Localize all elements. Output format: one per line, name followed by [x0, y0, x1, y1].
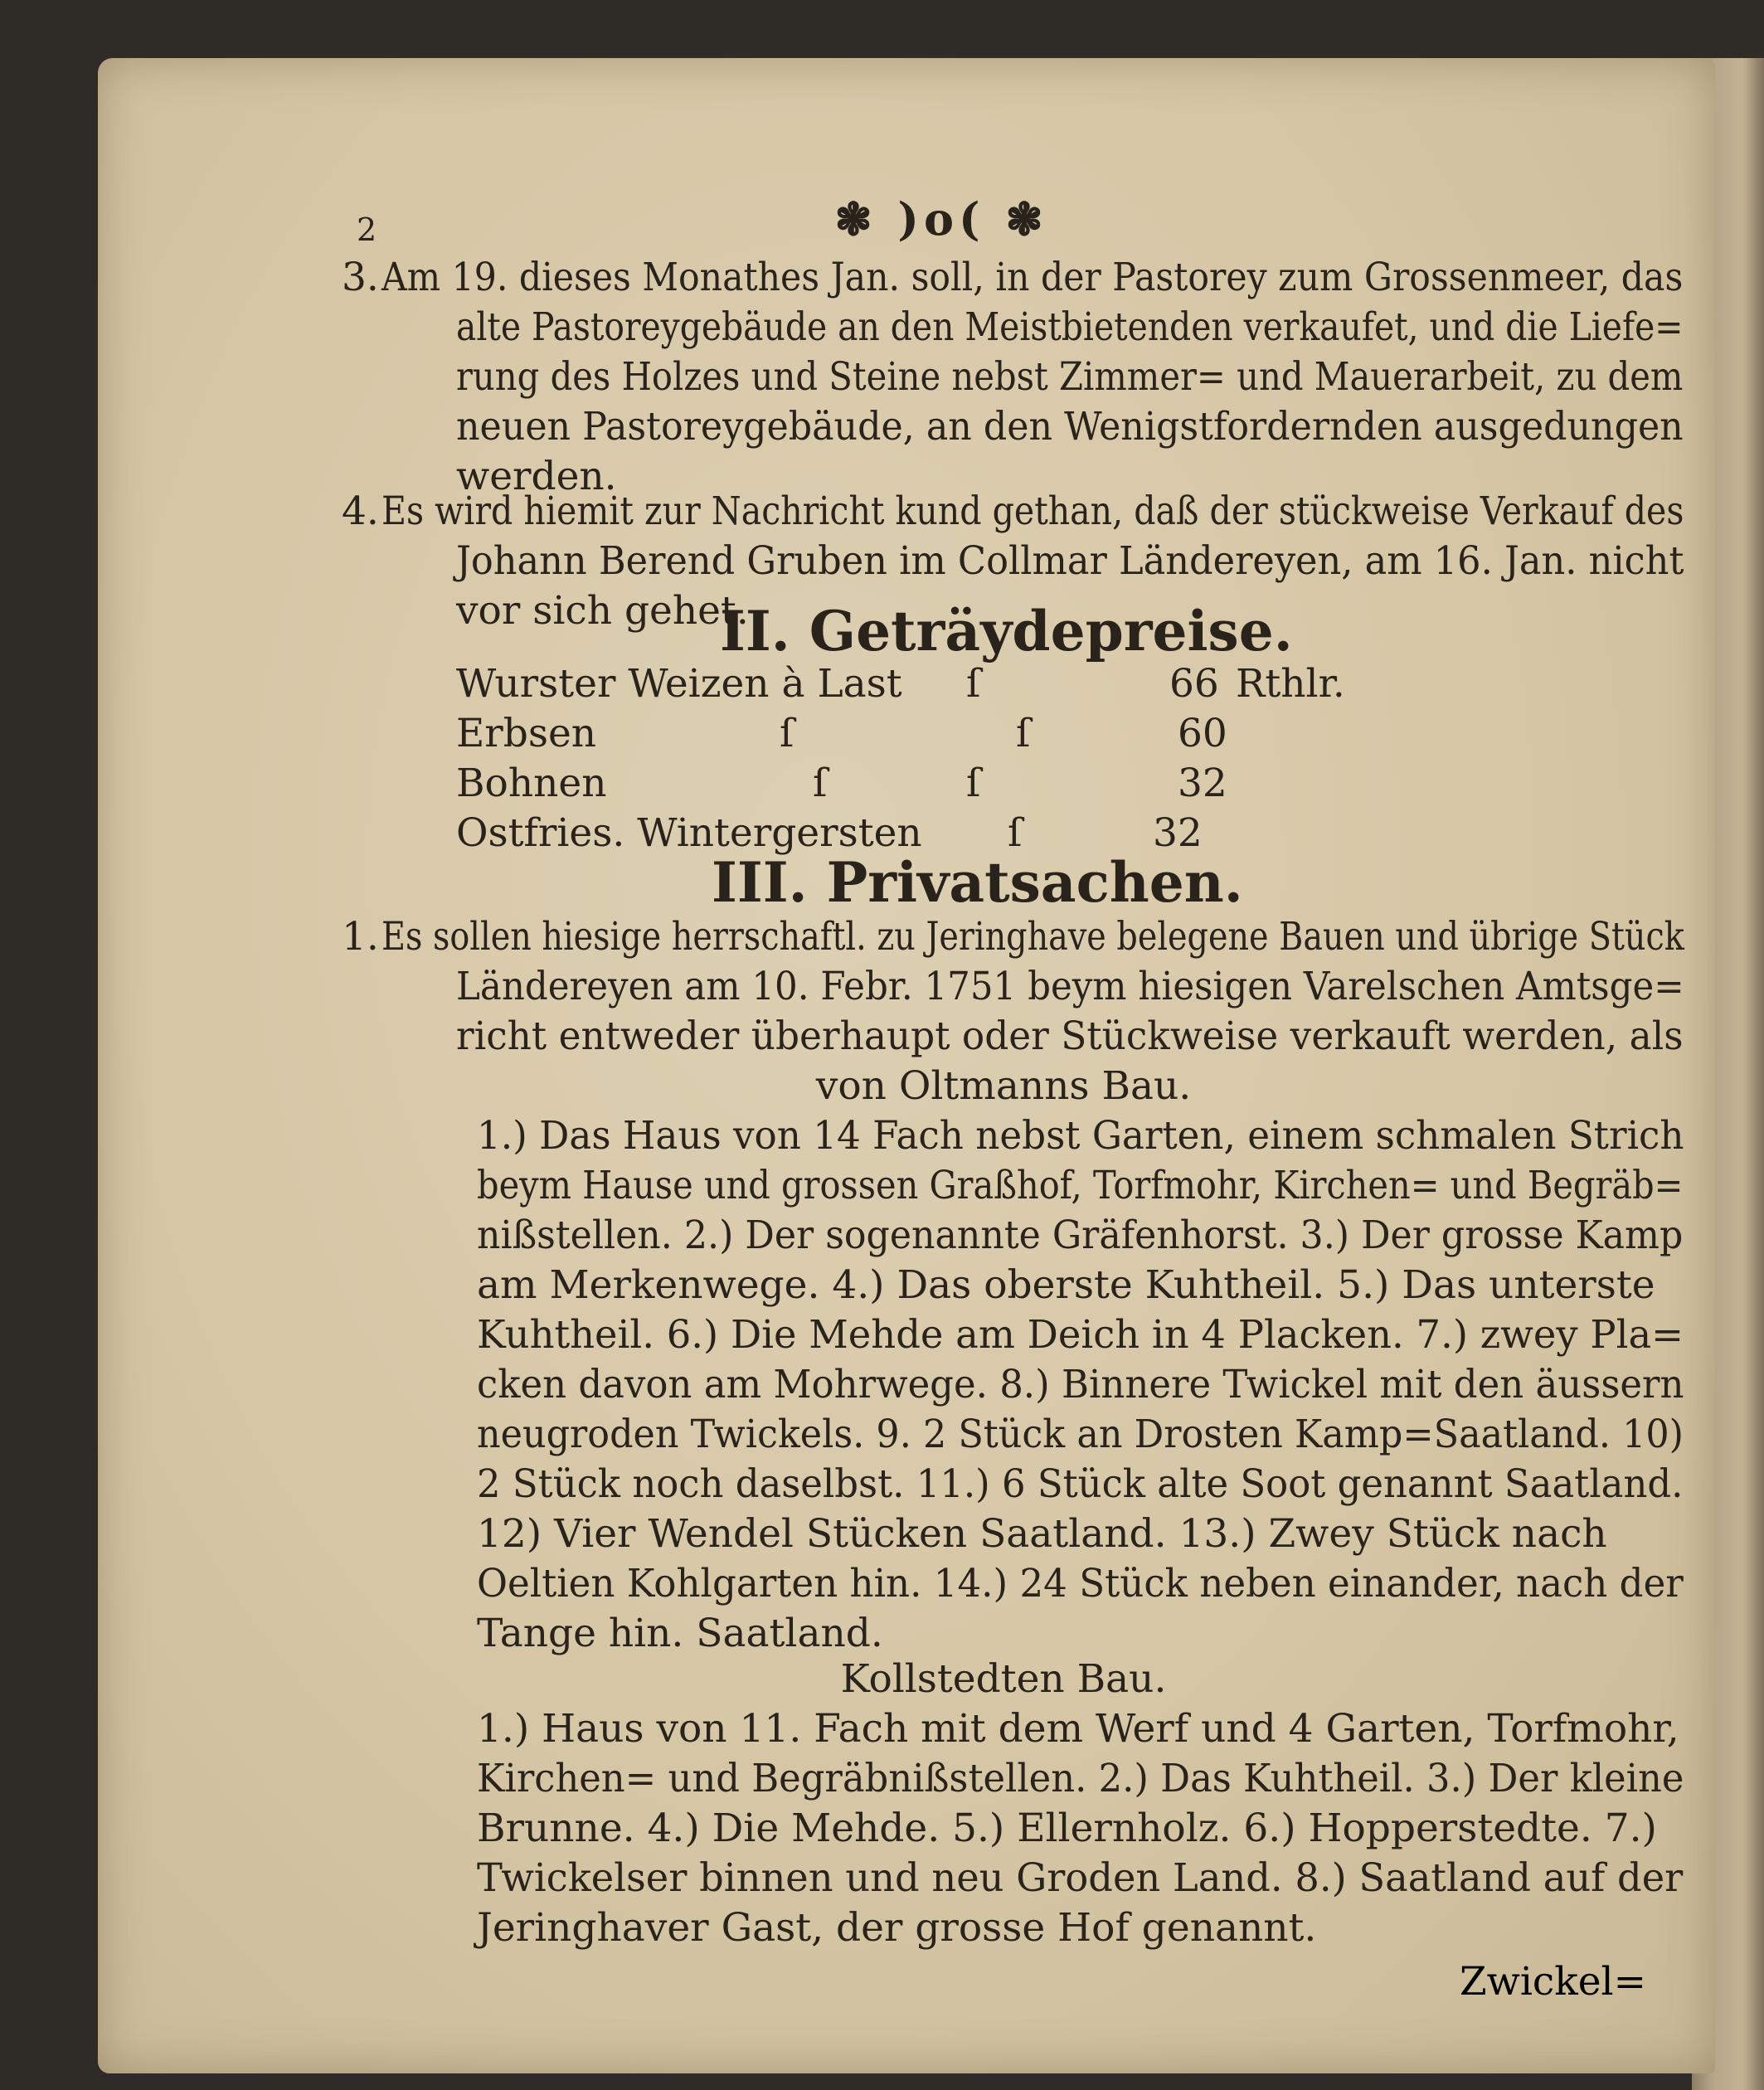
text-line: neugroden Twickels. 9. 2 Stück an Drosten Kamp=Saatland. 10) [477, 1412, 1684, 1457]
price-unit: Rthlr. [1236, 661, 1345, 707]
price-dot: ſ [813, 761, 828, 806]
price-dot: ſ [966, 761, 981, 806]
price-item: Wurster Weizen à Last [456, 661, 902, 707]
price-dot: ſ [1016, 711, 1031, 756]
page-number: 2 [357, 211, 377, 248]
text-line: Ländereyen am 10. Febr. 1751 beym hiesigen Varelschen Amtsge= [456, 964, 1684, 1009]
item-number: 4. [342, 488, 379, 534]
text-line: Es wird hiemit zur Nachricht kund gethan, daß der stückweise Verkauf des [381, 488, 1684, 534]
text-line: Twickelser binnen und neu Groden Land. 8.) Saatland auf der [477, 1855, 1684, 1901]
section-heading-private: III. Privatsachen. [712, 850, 1243, 915]
text-line: Johann Berend Gruben im Collmar Ländereyen, am 16. Jan. nicht [456, 538, 1684, 584]
text-line: rung des Holzes und Steine nebst Zimmer= und Mauerarbeit, zu dem [456, 354, 1684, 400]
text-line: alte Pastoreygebäude an den Meistbietenden verkaufet, und die Liefe= [456, 304, 1684, 350]
subheading: von Oltmanns Bau. [815, 1063, 1192, 1109]
text-line: 2 Stück noch daselbst. 11.) 6 Stück alte Soot genannt Saatland. [477, 1461, 1684, 1507]
text-line: Am 19. dieses Monathes Jan. soll, in der Pastorey zum Grossenmeer, das [381, 255, 1684, 300]
text-line: Oeltien Kohlgarten hin. 14.) 24 Stück neben einander, nach der [477, 1561, 1684, 1606]
price-value: 66 [1169, 661, 1219, 707]
text-line: Jeringhaver Gast, der grosse Hof genannt. [477, 1905, 1317, 1951]
text-line: 1.) Haus von 11. Fach mit dem Werf und 4 Garten, Torfmohr, [477, 1706, 1679, 1752]
header-ornament: ❃ )o( ❃ [834, 192, 1048, 245]
item-number: 1. [342, 914, 379, 960]
text-line: Tange hin. Saatland. [477, 1611, 883, 1656]
price-value: 32 [1178, 761, 1227, 806]
price-item: Ostfries. Wintergersten [456, 810, 922, 856]
text-line: beym Hause und grossen Graßhof, Torfmohr, Kirchen= und Begräb= [477, 1163, 1684, 1208]
price-item: Erbsen [456, 711, 597, 756]
text-line: nißstellen. 2.) Der sogenannte Gräfenhorst. 3.) Der grosse Kamp [477, 1213, 1684, 1258]
price-dot: ſ [780, 711, 795, 756]
text-line: am Merkenwege. 4.) Das oberste Kuhtheil. 5.) Das unterste [477, 1262, 1655, 1308]
text-line: cken davon am Mohrwege. 8.) Binnere Twickel mit den äussern [477, 1362, 1684, 1407]
text-line: Kirchen= und Begräbnißstellen. 2.) Das Kuhtheil. 3.) Der kleine [477, 1756, 1684, 1801]
item-number: 3. [342, 255, 379, 300]
text-line: 1.) Das Haus von 14 Fach nebst Garten, einem schmalen Strich [477, 1113, 1684, 1159]
text-line: 12) Vier Wendel Stücken Saatland. 13.) Zwey Stück nach [477, 1511, 1607, 1557]
price-item: Bohnen [456, 761, 607, 806]
subheading: Kollstedten Bau. [840, 1656, 1167, 1702]
price-dot: ſ [1008, 810, 1023, 856]
price-dot: ſ [966, 661, 981, 707]
price-value: 60 [1178, 711, 1227, 756]
text-line: neuen Pastoreygebäude, an den Wenigstfordernden ausgedungen [456, 404, 1684, 450]
text-line: Kuhtheil. 6.) Die Mehde am Deich in 4 Placken. 7.) zwey Pla= [477, 1312, 1684, 1358]
price-value: 32 [1153, 810, 1203, 856]
text-line: vor sich gehet. [456, 588, 749, 634]
text-line: werden. [456, 454, 617, 499]
section-heading-prices: II. Geträydepreise. [720, 599, 1293, 663]
text-line: Es sollen hiesige herrschaftl. zu Jeringhave belegene Bauen und übrige Stück [381, 914, 1684, 960]
text-line: richt entweder überhaupt oder Stückweise verkauft werden, als [456, 1013, 1684, 1059]
catchword: Zwickel= [1460, 1959, 1646, 2005]
text-line: Brunne. 4.) Die Mehde. 5.) Ellernholz. 6.) Hopperstedte. 7.) [477, 1806, 1657, 1851]
